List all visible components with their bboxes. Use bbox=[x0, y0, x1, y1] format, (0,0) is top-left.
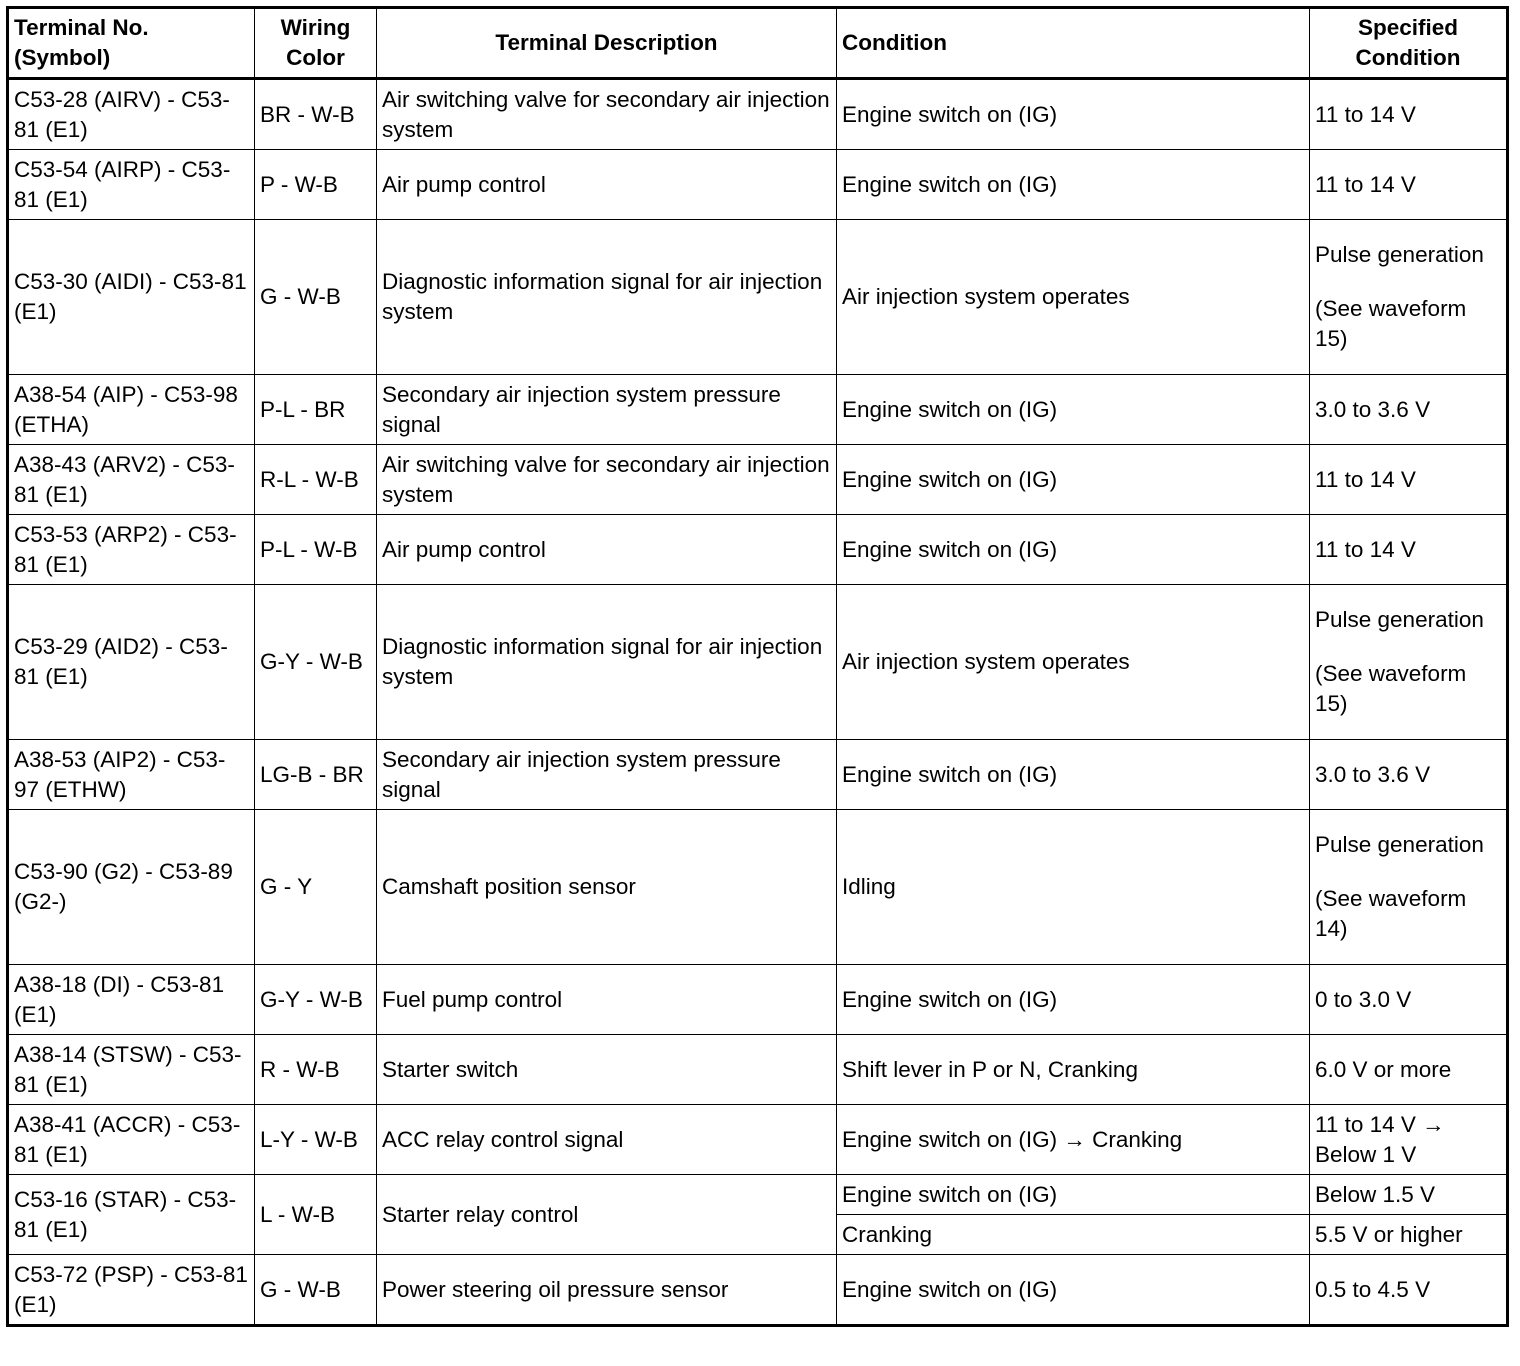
wiring-color-cell: G-Y - W-B bbox=[255, 965, 377, 1035]
terminal-cell: A38-54 (AIP) - C53-98 (ETHA) bbox=[8, 375, 255, 445]
condition-cell: Engine switch on (IG) bbox=[837, 375, 1310, 445]
specified-condition-cell: 11 to 14 V → Below 1 V bbox=[1310, 1105, 1508, 1175]
wiring-color-cell: LG-B - BR bbox=[255, 740, 377, 810]
table-row bbox=[8, 1035, 1508, 1105]
condition-cell: Air injection system operates bbox=[837, 585, 1310, 740]
wiring-color-cell: R - W-B bbox=[255, 1035, 377, 1105]
terminal-cell: A38-14 (STSW) - C53-81 (E1) bbox=[8, 1035, 255, 1105]
wiring-color-cell: G - W-B bbox=[255, 1255, 377, 1326]
condition-cell: Cranking bbox=[837, 1215, 1310, 1255]
table-row bbox=[8, 965, 1508, 1035]
terminal-cell: C53-28 (AIRV) - C53-81 (E1) bbox=[8, 79, 255, 150]
condition-cell: Air injection system operates bbox=[837, 220, 1310, 375]
specified-condition-cell: 3.0 to 3.6 V bbox=[1310, 375, 1508, 445]
terminal-cell: C53-30 (AIDI) - C53-81 (E1) bbox=[8, 220, 255, 375]
description-cell: Air pump control bbox=[377, 515, 837, 585]
description-cell: Starter switch bbox=[377, 1035, 837, 1105]
table-row bbox=[8, 740, 1508, 810]
description-cell: Diagnostic information signal for air injection system bbox=[377, 220, 837, 375]
header-terminal: Terminal No. (Symbol) bbox=[8, 8, 255, 79]
wiring-color-cell: L - W-B bbox=[255, 1175, 377, 1255]
specified-condition-cell: Below 1.5 V bbox=[1310, 1175, 1508, 1215]
condition-cell: Engine switch on (IG) bbox=[837, 740, 1310, 810]
table-row bbox=[8, 515, 1508, 585]
condition-cell: Shift lever in P or N, Cranking bbox=[837, 1035, 1310, 1105]
description-cell: Diagnostic information signal for air injection system bbox=[377, 585, 837, 740]
terminal-cell: C53-54 (AIRP) - C53-81 (E1) bbox=[8, 150, 255, 220]
description-cell: Air switching valve for secondary air injection system bbox=[377, 445, 837, 515]
header-terminal-description: Terminal Description bbox=[377, 8, 837, 79]
specified-condition-cell bbox=[1310, 220, 1508, 375]
description-cell: Camshaft position sensor bbox=[377, 810, 837, 965]
description-cell: Secondary air injection system pressure signal bbox=[377, 375, 837, 445]
spec-note: (See waveform 14) bbox=[1315, 886, 1467, 941]
wiring-color-cell: G - Y bbox=[255, 810, 377, 965]
spec-note: (See waveform 15) bbox=[1315, 296, 1467, 351]
condition-cell: Engine switch on (IG) bbox=[837, 1175, 1310, 1215]
condition-cell: Engine switch on (IG) bbox=[837, 1255, 1310, 1326]
table-row bbox=[8, 220, 1508, 375]
wiring-color-cell: P - W-B bbox=[255, 150, 377, 220]
description-cell: Air switching valve for secondary air injection system bbox=[377, 79, 837, 150]
spec-value: Pulse generation bbox=[1315, 832, 1484, 857]
terminal-cell: A38-53 (AIP2) - C53-97 (ETHW) bbox=[8, 740, 255, 810]
terminal-table-wrapper bbox=[6, 6, 1509, 1327]
terminal-cell: C53-16 (STAR) - C53-81 (E1) bbox=[8, 1175, 255, 1255]
header-row bbox=[8, 8, 1508, 79]
spec-value: Pulse generation bbox=[1315, 607, 1484, 632]
terminal-cell: A38-18 (DI) - C53-81 (E1) bbox=[8, 965, 255, 1035]
wiring-color-cell: BR - W-B bbox=[255, 79, 377, 150]
description-cell: Starter relay control bbox=[377, 1175, 837, 1255]
wiring-color-cell: L-Y - W-B bbox=[255, 1105, 377, 1175]
table-row bbox=[8, 1175, 1508, 1215]
terminal-cell: C53-72 (PSP) - C53-81 (E1) bbox=[8, 1255, 255, 1326]
terminal-cell: C53-29 (AID2) - C53-81 (E1) bbox=[8, 585, 255, 740]
header-specified-condition: Specified Condition bbox=[1310, 8, 1508, 79]
condition-cell: Engine switch on (IG) bbox=[837, 150, 1310, 220]
table-row bbox=[8, 1105, 1508, 1175]
condition-cell: Engine switch on (IG) bbox=[837, 445, 1310, 515]
specified-condition-cell: 11 to 14 V bbox=[1310, 445, 1508, 515]
description-cell: Air pump control bbox=[377, 150, 837, 220]
table-row bbox=[8, 150, 1508, 220]
specified-condition-cell: 11 to 14 V bbox=[1310, 150, 1508, 220]
condition-cell: Engine switch on (IG) bbox=[837, 79, 1310, 150]
terminal-table bbox=[6, 6, 1509, 1327]
condition-cell: Engine switch on (IG) → Cranking bbox=[837, 1105, 1310, 1175]
specified-condition-cell: 3.0 to 3.6 V bbox=[1310, 740, 1508, 810]
table-row bbox=[8, 1255, 1508, 1326]
wiring-color-cell: R-L - W-B bbox=[255, 445, 377, 515]
specified-condition-cell: 11 to 14 V bbox=[1310, 79, 1508, 150]
terminal-cell: A38-43 (ARV2) - C53-81 (E1) bbox=[8, 445, 255, 515]
specified-condition-cell bbox=[1310, 585, 1508, 740]
spec-value: Pulse generation bbox=[1315, 242, 1484, 267]
table-row bbox=[8, 585, 1508, 740]
table-row bbox=[8, 445, 1508, 515]
description-cell: Fuel pump control bbox=[377, 965, 837, 1035]
condition-cell: Engine switch on (IG) bbox=[837, 965, 1310, 1035]
table-row bbox=[8, 375, 1508, 445]
specified-condition-cell: 0 to 3.0 V bbox=[1310, 965, 1508, 1035]
specified-condition-cell: 6.0 V or more bbox=[1310, 1035, 1508, 1105]
wiring-color-cell: P-L - BR bbox=[255, 375, 377, 445]
description-cell: Power steering oil pressure sensor bbox=[377, 1255, 837, 1326]
description-cell: ACC relay control signal bbox=[377, 1105, 837, 1175]
specified-condition-cell: 5.5 V or higher bbox=[1310, 1215, 1508, 1255]
spec-note: (See waveform 15) bbox=[1315, 661, 1467, 716]
table-row bbox=[8, 79, 1508, 150]
header-wiring-color: Wiring Color bbox=[255, 8, 377, 79]
wiring-color-cell: G-Y - W-B bbox=[255, 585, 377, 740]
table-row bbox=[8, 810, 1508, 965]
terminal-cell: A38-41 (ACCR) - C53-81 (E1) bbox=[8, 1105, 255, 1175]
specified-condition-cell: 11 to 14 V bbox=[1310, 515, 1508, 585]
specified-condition-cell bbox=[1310, 810, 1508, 965]
terminal-cell: C53-53 (ARP2) - C53-81 (E1) bbox=[8, 515, 255, 585]
description-cell: Secondary air injection system pressure signal bbox=[377, 740, 837, 810]
wiring-color-cell: P-L - W-B bbox=[255, 515, 377, 585]
header-condition: Condition bbox=[837, 8, 1310, 79]
specified-condition-cell: 0.5 to 4.5 V bbox=[1310, 1255, 1508, 1326]
terminal-cell: C53-90 (G2) - C53-89 (G2-) bbox=[8, 810, 255, 965]
wiring-color-cell: G - W-B bbox=[255, 220, 377, 375]
condition-cell: Idling bbox=[837, 810, 1310, 965]
condition-cell: Engine switch on (IG) bbox=[837, 515, 1310, 585]
